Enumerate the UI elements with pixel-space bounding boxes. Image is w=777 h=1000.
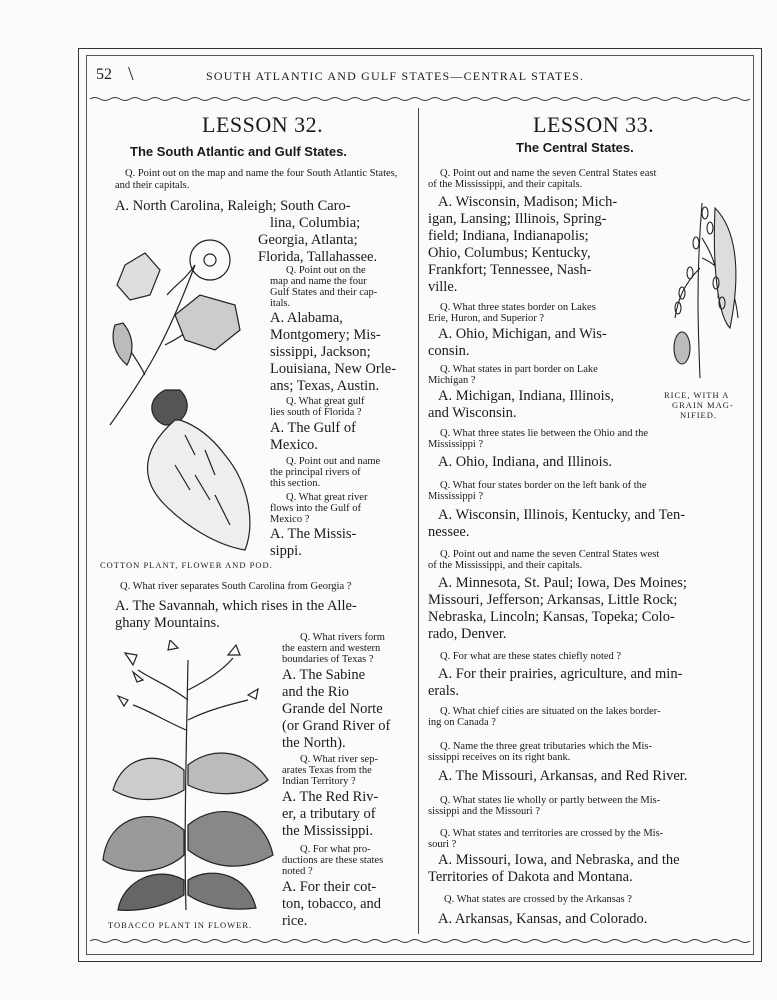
question-text: Q. Name the three great tributaries which the Mis- <box>440 741 652 752</box>
question-text: souri ? <box>428 839 457 850</box>
answer-text: A. North Carolina, Raleigh; South Caro- <box>115 198 351 214</box>
answer-text: Louisiana, New Orle- <box>270 361 397 377</box>
answer-text: (or Grand River of <box>282 718 391 734</box>
answer-text: the North). <box>282 735 346 751</box>
lesson-32-heading: LESSON 32. <box>202 112 324 137</box>
answer-text: A. Michigan, Indiana, Illinois, <box>438 388 614 404</box>
rice-caption-line: NIFIED. <box>680 410 717 420</box>
answer-text: A. Missouri, Iowa, and Nebraska, and the <box>438 852 680 868</box>
question-text: Mississippi ? <box>428 491 484 502</box>
question-text: sissippi receives on its right bank. <box>428 752 571 763</box>
question-text: Q. For what pro- <box>300 844 371 855</box>
question-text: flows into the Gulf of <box>270 503 361 514</box>
question-text: Q. For what are these states chiefly noted ? <box>440 651 622 662</box>
question-text: Q. What states are crossed by the Arkansas ? <box>444 894 632 905</box>
question-text: Mexico ? <box>270 514 310 525</box>
question-text: Q. Point out and name <box>286 456 381 467</box>
question-text: Q. What rivers form <box>300 632 385 643</box>
question-text: map and name the four <box>270 276 367 287</box>
question-text: Q. Point out and name the seven Central States east <box>440 168 657 179</box>
answer-text: A. The Sabine <box>282 667 366 683</box>
answer-text: A. Wisconsin, Madison; Mich- <box>438 194 618 210</box>
question-text: Q. What great river <box>286 492 368 503</box>
question-text: Mississippi ? <box>428 439 484 450</box>
answer-text: field; Indiana, Indianapolis; <box>428 228 589 244</box>
answer-text: Frankfort; Tennessee, Nash- <box>428 262 592 278</box>
page-header <box>96 64 746 88</box>
question-text: Q. Point out on the map and name the four South Atlantic States, and their capitals. <box>115 168 398 191</box>
tobacco-caption: TOBACCO PLANT IN FLOWER. <box>108 920 253 930</box>
answer-text: the Mississippi. <box>282 823 374 839</box>
question-text: itals. <box>270 298 291 309</box>
header-mark: \ <box>128 63 134 85</box>
answer-text: ton, tobacco, and <box>282 896 382 912</box>
answer-text: A. The Missis- <box>270 526 357 542</box>
answer-text: rado, Denver. <box>428 626 507 642</box>
question-text: Q. Point out and name the seven Central States west <box>440 549 660 560</box>
answer-text: Grande del Norte <box>282 701 383 717</box>
answer-text: ghany Mountains. <box>115 615 220 631</box>
answer-text: A. Alabama, <box>270 310 343 326</box>
answer-text: A. The Savannah, which rises in the Alle- <box>115 598 357 614</box>
answer-text: A. The Gulf of <box>270 420 356 436</box>
rice-plant-illustration <box>660 198 745 383</box>
answer-text: ville. <box>428 279 458 295</box>
question-text: Q. What states in part border on Lake <box>440 364 598 375</box>
answer-text: A. For their cot- <box>282 879 377 895</box>
question-text: ing on Canada ? <box>428 717 496 728</box>
answer-text: Nebraska, Lincoln; Kansas, Topeka; Colo- <box>428 609 675 625</box>
lesson-33-title: The Central States. <box>516 140 634 155</box>
rice-caption-line: GRAIN MAG- <box>672 400 734 410</box>
question-text: of the Mississippi, and their capitals. <box>428 179 583 190</box>
question-text: Q. What states and territories are crossed by the Mis- <box>440 828 664 839</box>
answer-text: A. Wisconsin, Illinois, Kentucky, and Ten- <box>438 507 686 523</box>
question-text: Q. What chief cities are situated on the lakes border- <box>440 706 661 717</box>
answer-text: Montgomery; Mis- <box>270 327 381 343</box>
question-text: Indian Territory ? <box>282 776 356 787</box>
cotton-caption: COTTON PLANT, FLOWER AND POD. <box>100 560 273 570</box>
answer-text: A. Arkansas, Kansas, and Colorado. <box>438 911 648 927</box>
question-text: the principal rivers of <box>270 467 361 478</box>
answer-text: sippi. <box>270 543 302 559</box>
answer-text: A. Ohio, Indiana, and Illinois. <box>438 454 612 470</box>
question-text: Q. Point out on the <box>286 265 366 276</box>
question-text: arates Texas from the <box>282 765 372 776</box>
answer-text: igan, Lansing; Illinois, Spring- <box>428 211 607 227</box>
answer-text: ans; Texas, Austin. <box>270 378 380 394</box>
answer-text: Florida, Tallahassee. <box>258 249 378 265</box>
cotton-plant-illustration <box>105 225 265 555</box>
question-text: Q. What three states lie between the Ohio and the <box>440 428 648 439</box>
rice-caption-line: RICE, WITH A <box>664 390 730 400</box>
lesson-32-title: The South Atlantic and Gulf States. <box>130 144 347 159</box>
question-text: Q. What river separates South Carolina from Georgia ? <box>120 581 352 592</box>
column-divider <box>418 108 419 934</box>
question-text: Erie, Huron, and Superior ? <box>428 313 545 324</box>
question-text: Q. What three states border on Lakes <box>440 302 596 313</box>
answer-text: and the Rio <box>282 684 349 700</box>
header-rule <box>90 96 750 102</box>
question-text: noted ? <box>282 866 313 877</box>
question-text: Q. What great gulf <box>286 396 365 407</box>
question-text: Gulf States and their cap- <box>270 287 378 298</box>
answer-text: Territories of Dakota and Montana. <box>428 869 633 885</box>
answer-text: Georgia, Atlanta; <box>258 232 358 248</box>
question-text: ductions are these states <box>282 855 384 866</box>
footer-rule <box>90 938 750 944</box>
answer-text: erals. <box>428 683 459 699</box>
answer-text: and Wisconsin. <box>428 405 517 421</box>
answer-text: consin. <box>428 343 470 359</box>
answer-text: sissippi, Jackson; <box>270 344 371 360</box>
question-text: Q. What river sep- <box>300 754 378 765</box>
question-text: Q. What states lie wholly or partly between the Mis- <box>440 795 661 806</box>
answer-text: A. Minnesota, St. Paul; Iowa, Des Moines; <box>438 575 687 591</box>
answer-text: nessee. <box>428 524 470 540</box>
question-text: lies south of Florida ? <box>270 407 362 418</box>
question-text: Q. What four states border on the left bank of the <box>440 480 647 491</box>
question-text: the eastern and western <box>282 643 381 654</box>
answer-text: A. The Red Riv- <box>282 789 379 805</box>
answer-text: A. The Missouri, Arkansas, and Red River. <box>438 768 688 784</box>
answer-text: rice. <box>282 913 308 929</box>
lesson-33-heading: LESSON 33. <box>533 112 655 137</box>
page-number: 52 <box>96 66 112 83</box>
answer-text: A. Ohio, Michigan, and Wis- <box>438 326 607 342</box>
answer-text: Missouri, Jefferson; Arkansas, Little Rock; <box>428 592 678 608</box>
question-text: this section. <box>270 478 321 489</box>
question-text: Michigan ? <box>428 375 476 386</box>
answer-text: er, a tributary of <box>282 806 376 822</box>
question-text: sissippi and the Missouri ? <box>428 806 540 817</box>
answer-text: Ohio, Columbus; Kentucky, <box>428 245 591 261</box>
tobacco-plant-illustration <box>98 640 276 915</box>
answer-text: Mexico. <box>270 437 318 453</box>
answer-text: A. For their prairies, agriculture, and min- <box>438 666 683 682</box>
answer-text: lina, Columbia; <box>270 215 361 231</box>
question-text: of the Mississippi, and their capitals. <box>428 560 583 571</box>
question-text: boundaries of Texas ? <box>282 654 374 665</box>
running-title: SOUTH ATLANTIC AND GULF STATES—CENTRAL STATES. <box>206 69 585 83</box>
